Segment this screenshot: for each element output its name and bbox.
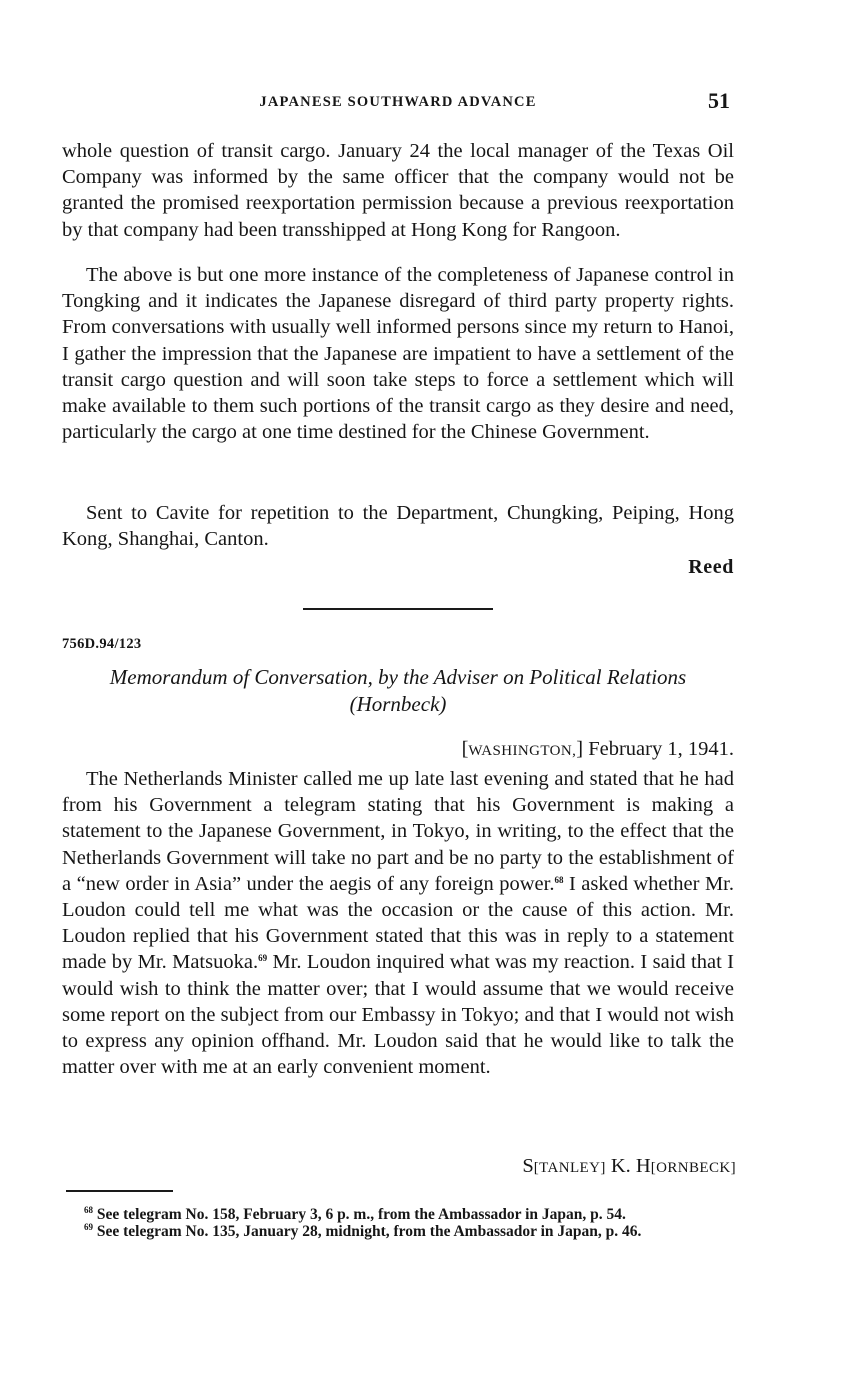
- memo-body-part3: Mr. Loudon inquired what was my reaction. I said that I would wish to think the matter over; that I would assume that we would receive some report on the subject from our Embassy in Tokyo; and that I would not wish to express any opinion offhand. Mr. Loudon said that he would like to talk the matter over with me at an early convenient moment.: [62, 951, 734, 1079]
- memo-body-text: [62, 766, 734, 1080]
- running-head: [62, 88, 734, 118]
- section-divider: [303, 608, 493, 610]
- dateline-open: [: [461, 738, 469, 760]
- paragraph-sent-to-cavite: [62, 500, 734, 552]
- signature-reed: [688, 556, 734, 579]
- footnote-ref-68[interactable]: 68: [554, 874, 564, 885]
- signature-kh: K. H: [605, 1155, 651, 1177]
- memo-body-part1: The Netherlands Minister called me up late last evening and stated that he had from his Government a telegram stating that his Government is making a statement to the Japanese Government, in Tokyo, in writing, to the effect that the Netherlands Government will take no part and be no party to the establishment of a “new order in Asia” under the aegis of any foreign power.: [62, 768, 734, 895]
- paragraph-sent-to-cavite-text: Sent to Cavite for repetition to the Department, Chungking, Peiping, Hong Kong, Shanghai, Canton.: [62, 502, 734, 551]
- page-number: 51: [708, 88, 730, 113]
- footnote-68-text: See telegram No. 158, February 3, 6 p. m., from the Ambassador in Japan, p. 54.: [96, 1206, 626, 1223]
- memo-heading-line1: Memorandum of Conversation, by the Adviser on Political Relations: [109, 665, 687, 689]
- running-title: JAPANESE SOUTHWARD ADVANCE: [259, 94, 537, 110]
- file-number: 756D.94/123: [62, 636, 142, 652]
- memo-heading-line2: (Hornbeck): [349, 692, 447, 716]
- footnote-69-text: See telegram No. 135, January 28, midnight, from the Ambassador in Japan, p. 46.: [96, 1223, 642, 1240]
- footnotes: [66, 1206, 738, 1240]
- signature-reed-text: Reed: [688, 556, 734, 578]
- dateline-place: WASHINGTON,: [468, 743, 577, 759]
- memo-body-part2: I asked whether Mr. Loudon could tell me what was the occasion or the cause of this action. Mr. Loudon replied that his Government stated that this was in reply to a statement made by Mr. Matsuoka.: [62, 872, 734, 974]
- footnote-ref-69[interactable]: 69: [258, 953, 268, 964]
- continued-paragraph: [62, 138, 734, 243]
- footnote-68-mark: 68: [84, 1205, 93, 1215]
- signature-s: S: [522, 1155, 534, 1177]
- footnote-69-mark: 69: [84, 1222, 93, 1232]
- dateline-date: ] February 1, 1941.: [576, 738, 734, 760]
- signature-tanley: [TANLEY]: [533, 1160, 606, 1176]
- continued-paragraph-text: whole question of transit cargo. January 24 the local manager of the Texas Oil Company was informed by the same officer that the company would not be granted the promised reexportation permission because a previous reexportation by that company had been transshipped at Hong Kong for Rangoon.: [62, 140, 734, 241]
- memo-heading: [62, 664, 734, 718]
- memo-body: [62, 766, 734, 1080]
- paragraph-japanese-control-text: The above is but one more instance of the completeness of Japanese control in Tongking and it indicates the Japanese disregard of third party property rights. From conversations with usually well informed persons since my return to Hanoi, I gather the impression that the Japanese are impatient to have a settlement of the transit cargo question and will soon take steps to force a settlement which will make available to them such portions of the transit cargo as they desire and need, particularly the cargo at one time destined for the Chinese Government.: [62, 264, 734, 444]
- dateline: [462, 738, 734, 761]
- footnote-rule: [66, 1190, 173, 1192]
- paragraph-japanese-control: [62, 262, 734, 445]
- footnote-68: [66, 1206, 738, 1223]
- memo-signature: [522, 1155, 736, 1178]
- footnote-69: [66, 1223, 738, 1240]
- signature-ornbeck: [ORNBECK]: [650, 1160, 736, 1176]
